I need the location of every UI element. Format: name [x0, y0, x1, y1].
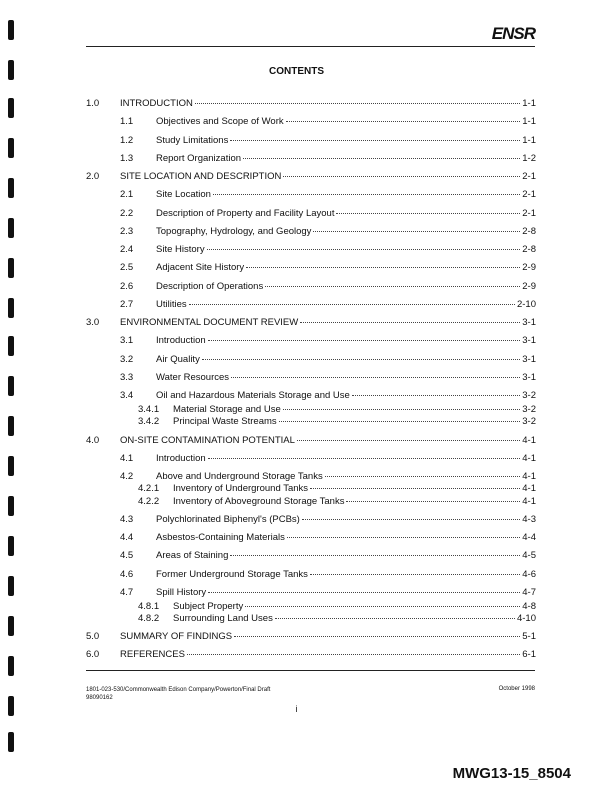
toc-section-number: 2.5 [120, 262, 134, 273]
toc-section-number: 2.1 [120, 189, 134, 200]
toc-entry [86, 262, 536, 274]
toc-section-number: 4.6 [120, 569, 134, 580]
toc-section-title: Oil and Hazardous Materials Storage and Use [156, 390, 350, 401]
toc-page-number: 4-7 [522, 587, 536, 598]
toc-entry [86, 416, 536, 428]
toc-section-number: 4.0 [86, 435, 100, 446]
toc-section-title: REFERENCES [120, 649, 185, 660]
toc-section-title: Principal Waste Streams [173, 416, 277, 427]
footer-line-1: 1801-023-530/Commonwealth Edison Company/Powerton/Final Draft [86, 687, 271, 693]
toc-entry [86, 116, 536, 128]
toc-page-number: 4-1 [522, 453, 536, 464]
toc-leader-dots [336, 213, 520, 214]
toc-section-number: 5.0 [86, 631, 100, 642]
toc-leader-dots [208, 340, 521, 341]
toc-entry [86, 135, 536, 147]
toc-page-number: 2-10 [516, 299, 536, 310]
toc-section-title: Inventory of Underground Tanks [173, 483, 309, 494]
toc-entry [86, 98, 536, 110]
toc-leader-dots [283, 176, 520, 177]
toc-section-number: 3.0 [86, 317, 100, 328]
toc-section-number: 2.2 [120, 208, 134, 219]
toc-page-number: 4-1 [522, 435, 536, 446]
toc-section-number: 3.4.1 [138, 404, 160, 415]
toc-entry [86, 471, 536, 483]
toc-section-title: Spill History [156, 587, 207, 598]
toc-page-number: 3-1 [522, 354, 536, 365]
toc-entry [86, 631, 536, 643]
toc-leader-dots [231, 377, 520, 378]
toc-page-number: 3-1 [522, 317, 536, 328]
toc-page-number: 2-9 [522, 281, 536, 292]
toc-section-title: Site History [156, 244, 205, 255]
toc-entry [86, 649, 536, 661]
footer-document-id [86, 686, 270, 702]
toc-section-title: Introduction [156, 335, 206, 346]
binder-holes [8, 20, 18, 760]
toc-leader-dots [213, 194, 520, 195]
toc-entry [86, 390, 536, 402]
toc-leader-dots [187, 654, 520, 655]
toc-section-title: Polychlorinated Biphenyl's (PCBs) [156, 514, 300, 525]
toc-page-number: 4-5 [522, 550, 536, 561]
toc-leader-dots [189, 304, 515, 305]
toc-page-number: 4-6 [522, 569, 536, 580]
toc-section-number: 3.3 [120, 372, 134, 383]
toc-leader-dots [246, 267, 520, 268]
toc-leader-dots [287, 537, 520, 538]
toc-page-number: 4-1 [522, 471, 536, 482]
toc-section-number: 2.0 [86, 171, 100, 182]
toc-entry [86, 587, 536, 599]
toc-page-number: 4-4 [522, 532, 536, 543]
toc-page-number: 2-1 [522, 208, 536, 219]
toc-section-title: Air Quality [156, 354, 200, 365]
toc-section-number: 4.5 [120, 550, 134, 561]
toc-entry [86, 226, 536, 238]
toc-section-title: Introduction [156, 453, 206, 464]
toc-section-number: 3.4.2 [138, 416, 160, 427]
toc-section-title: Former Underground Storage Tanks [156, 569, 308, 580]
toc-page-number: 4-1 [522, 496, 536, 507]
footer-rule [86, 670, 535, 671]
page-number: i [295, 704, 298, 714]
toc-section-title: Areas of Staining [156, 550, 229, 561]
toc-section-title: Topography, Hydrology, and Geology [156, 226, 312, 237]
toc-leader-dots [313, 231, 520, 232]
toc-page-number: 4-8 [522, 601, 536, 612]
toc-leader-dots [202, 359, 520, 360]
toc-leader-dots [275, 618, 515, 619]
toc-leader-dots [352, 395, 520, 396]
toc-page-number: 1-1 [522, 116, 536, 127]
toc-page-number: 1-2 [522, 153, 536, 164]
toc-entry [86, 317, 536, 329]
toc-section-number: 3.1 [120, 335, 134, 346]
toc-section-number: 1.1 [120, 116, 134, 127]
toc-section-number: 1.2 [120, 135, 134, 146]
footer-date: October 1998 [498, 686, 535, 692]
header-rule [86, 46, 535, 47]
toc-entry [86, 532, 536, 544]
toc-section-number: 2.7 [120, 299, 134, 310]
toc-section-number: 3.2 [120, 354, 134, 365]
toc-page-number: 3-2 [522, 404, 536, 415]
toc-section-number: 4.8.2 [138, 613, 160, 624]
toc-leader-dots [234, 636, 520, 637]
toc-entry [86, 453, 536, 465]
toc-leader-dots [265, 286, 520, 287]
toc-entry [86, 171, 536, 183]
toc-section-number: 2.6 [120, 281, 134, 292]
ensr-logo: ENSR [491, 24, 535, 43]
toc-leader-dots [346, 501, 520, 502]
toc-leader-dots [302, 519, 520, 520]
toc-entry [86, 514, 536, 526]
toc-section-number: 6.0 [86, 649, 100, 660]
toc-page-number: 3-2 [522, 390, 536, 401]
toc-section-number: 1.3 [120, 153, 134, 164]
toc-entry [86, 601, 536, 613]
toc-section-number: 1.0 [86, 98, 100, 109]
toc-entry [86, 244, 536, 256]
toc-section-title: Surrounding Land Uses [173, 613, 273, 624]
toc-section-title: Above and Underground Storage Tanks [156, 471, 323, 482]
toc-leader-dots [310, 488, 520, 489]
toc-leader-dots [325, 476, 521, 477]
toc-leader-dots [230, 140, 520, 141]
toc-page-number: 5-1 [522, 631, 536, 642]
toc-page-number: 2-8 [522, 244, 536, 255]
bates-number: MWG13-15_8504 [452, 765, 571, 782]
toc-section-title: Objectives and Scope of Work [156, 116, 284, 127]
toc-entry [86, 281, 536, 293]
toc-entry [86, 189, 536, 201]
toc-section-title: Adjacent Site History [156, 262, 245, 273]
toc-entry [86, 613, 536, 625]
toc-entry [86, 496, 536, 508]
toc-page-number: 3-1 [522, 335, 536, 346]
toc-section-title: INTRODUCTION [120, 98, 193, 109]
toc-section-title: Study Limitations [156, 135, 229, 146]
toc-section-title: Material Storage and Use [173, 404, 281, 415]
toc-section-title: Inventory of Aboveground Storage Tanks [173, 496, 345, 507]
toc-entry [86, 404, 536, 416]
toc-section-title: ON-SITE CONTAMINATION POTENTIAL [120, 435, 295, 446]
toc-page-number: 6-1 [522, 649, 536, 660]
toc-leader-dots [195, 103, 520, 104]
toc-section-number: 3.4 [120, 390, 134, 401]
toc-section-number: 4.1 [120, 453, 134, 464]
toc-entry [86, 335, 536, 347]
toc-page-number: 2-1 [522, 189, 536, 200]
toc-section-number: 2.3 [120, 226, 134, 237]
toc-page-number: 1-1 [522, 98, 536, 109]
toc-leader-dots [208, 592, 520, 593]
toc-section-number: 2.4 [120, 244, 134, 255]
toc-section-title: ENVIRONMENTAL DOCUMENT REVIEW [120, 317, 299, 328]
toc-entry [86, 153, 536, 165]
toc-leader-dots [230, 555, 520, 556]
toc-leader-dots [243, 158, 520, 159]
toc-entry [86, 569, 536, 581]
toc-entry [86, 208, 536, 220]
toc-section-title: Description of Property and Facility Layout [156, 208, 335, 219]
toc-page-number: 4-10 [516, 613, 536, 624]
toc-section-title: Report Organization [156, 153, 242, 164]
toc-section-title: Description of Operations [156, 281, 264, 292]
toc-leader-dots [283, 409, 521, 410]
toc-leader-dots [310, 574, 520, 575]
toc-section-number: 4.3 [120, 514, 134, 525]
toc-section-number: 4.7 [120, 587, 134, 598]
toc-leader-dots [286, 121, 521, 122]
toc-page-number: 2-9 [522, 262, 536, 273]
toc-section-number: 4.2 [120, 471, 134, 482]
toc-section-title: Utilities [156, 299, 187, 310]
toc-leader-dots [208, 458, 521, 459]
toc-entry [86, 299, 536, 311]
toc-page-number: 4-3 [522, 514, 536, 525]
toc-entry [86, 372, 536, 384]
toc-section-title: Subject Property [173, 601, 244, 612]
toc-section-title: Site Location [156, 189, 211, 200]
toc-entry [86, 435, 536, 447]
toc-leader-dots [300, 322, 520, 323]
toc-page-number: 2-1 [522, 171, 536, 182]
toc-entry [86, 483, 536, 495]
toc-leader-dots [245, 606, 520, 607]
toc-leader-dots [279, 421, 521, 422]
toc-section-title: SUMMARY OF FINDINGS [120, 631, 233, 642]
toc-entry [86, 550, 536, 562]
toc-page-number: 1-1 [522, 135, 536, 146]
toc-entry [86, 354, 536, 366]
toc-section-title: Asbestos-Containing Materials [156, 532, 285, 543]
toc-section-number: 4.2.2 [138, 496, 160, 507]
toc-page-number: 4-1 [522, 483, 536, 494]
toc-page-number: 3-2 [522, 416, 536, 427]
contents-title: CONTENTS [269, 66, 324, 77]
toc-leader-dots [207, 249, 521, 250]
toc-section-number: 4.4 [120, 532, 134, 543]
toc-section-number: 4.2.1 [138, 483, 160, 494]
toc-section-title: Water Resources [156, 372, 230, 383]
toc-section-number: 4.8.1 [138, 601, 160, 612]
footer-line-2: 98090162 [86, 695, 113, 701]
toc-page-number: 2-8 [522, 226, 536, 237]
toc-leader-dots [297, 440, 520, 441]
toc-page-number: 3-1 [522, 372, 536, 383]
toc-section-title: SITE LOCATION AND DESCRIPTION [120, 171, 282, 182]
